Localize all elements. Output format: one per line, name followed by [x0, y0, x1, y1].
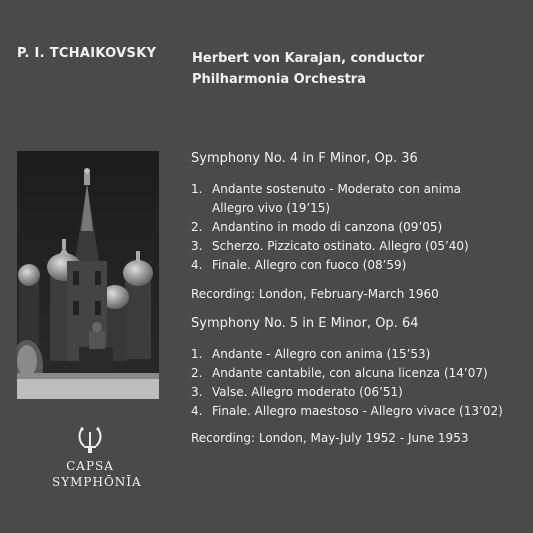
symphony-5-section	[191, 316, 503, 421]
movement-item: 4. Finale. Allegro con fuoco (08’59)	[191, 258, 407, 272]
movement-list	[191, 345, 503, 421]
cathedral-photo	[17, 151, 159, 399]
symphony-5-recording: Recording: London, May-July 1952 - June 1953	[191, 431, 469, 445]
movement-item: 3. Valse. Allegro moderato (06’51)	[191, 385, 403, 399]
conductor-credit: Herbert von Karajan, conductor	[192, 51, 425, 66]
logo-line-2: SYMPHŌNĪA	[52, 475, 142, 489]
movement-item: 2. Andantino in modo di canzona (09’05)	[191, 220, 443, 234]
symphony-5-title: Symphony No. 5 in E Minor, Op. 64	[191, 316, 419, 331]
performer-credits	[192, 48, 424, 90]
movement-continuation: Allegro vivo (19’15)	[212, 201, 331, 215]
logo-line-1: CAPSA	[66, 459, 114, 473]
movement-item: 1. Andante - Allegro con anima (15’53)	[191, 347, 431, 361]
st-basils-cathedral-icon	[17, 151, 159, 399]
symphony-4-section	[191, 151, 469, 275]
capsa-symphonia-logo	[52, 426, 142, 490]
movement-item: 1. Andante sostenuto - Moderato con anima	[191, 182, 461, 196]
symphony-4-title: Symphony No. 4 in F Minor, Op. 36	[191, 151, 418, 166]
movement-list	[191, 180, 469, 275]
lyre-emblem-icon	[75, 426, 105, 454]
movement-item: 4. Finale. Allegro maestoso - Allegro vivace (13’02)	[191, 404, 503, 418]
movement-item: 2. Andante cantabile, con alcuna licenza (14’07)	[191, 366, 488, 380]
composer-name: P. I. TCHAIKOVSKY	[17, 46, 157, 61]
symphony-4-recording: Recording: London, February-March 1960	[191, 287, 439, 301]
movement-item: 3. Scherzo. Pizzicato ostinato. Allegro (05’40)	[191, 239, 469, 253]
orchestra-credit: Philharmonia Orchestra	[192, 72, 366, 87]
